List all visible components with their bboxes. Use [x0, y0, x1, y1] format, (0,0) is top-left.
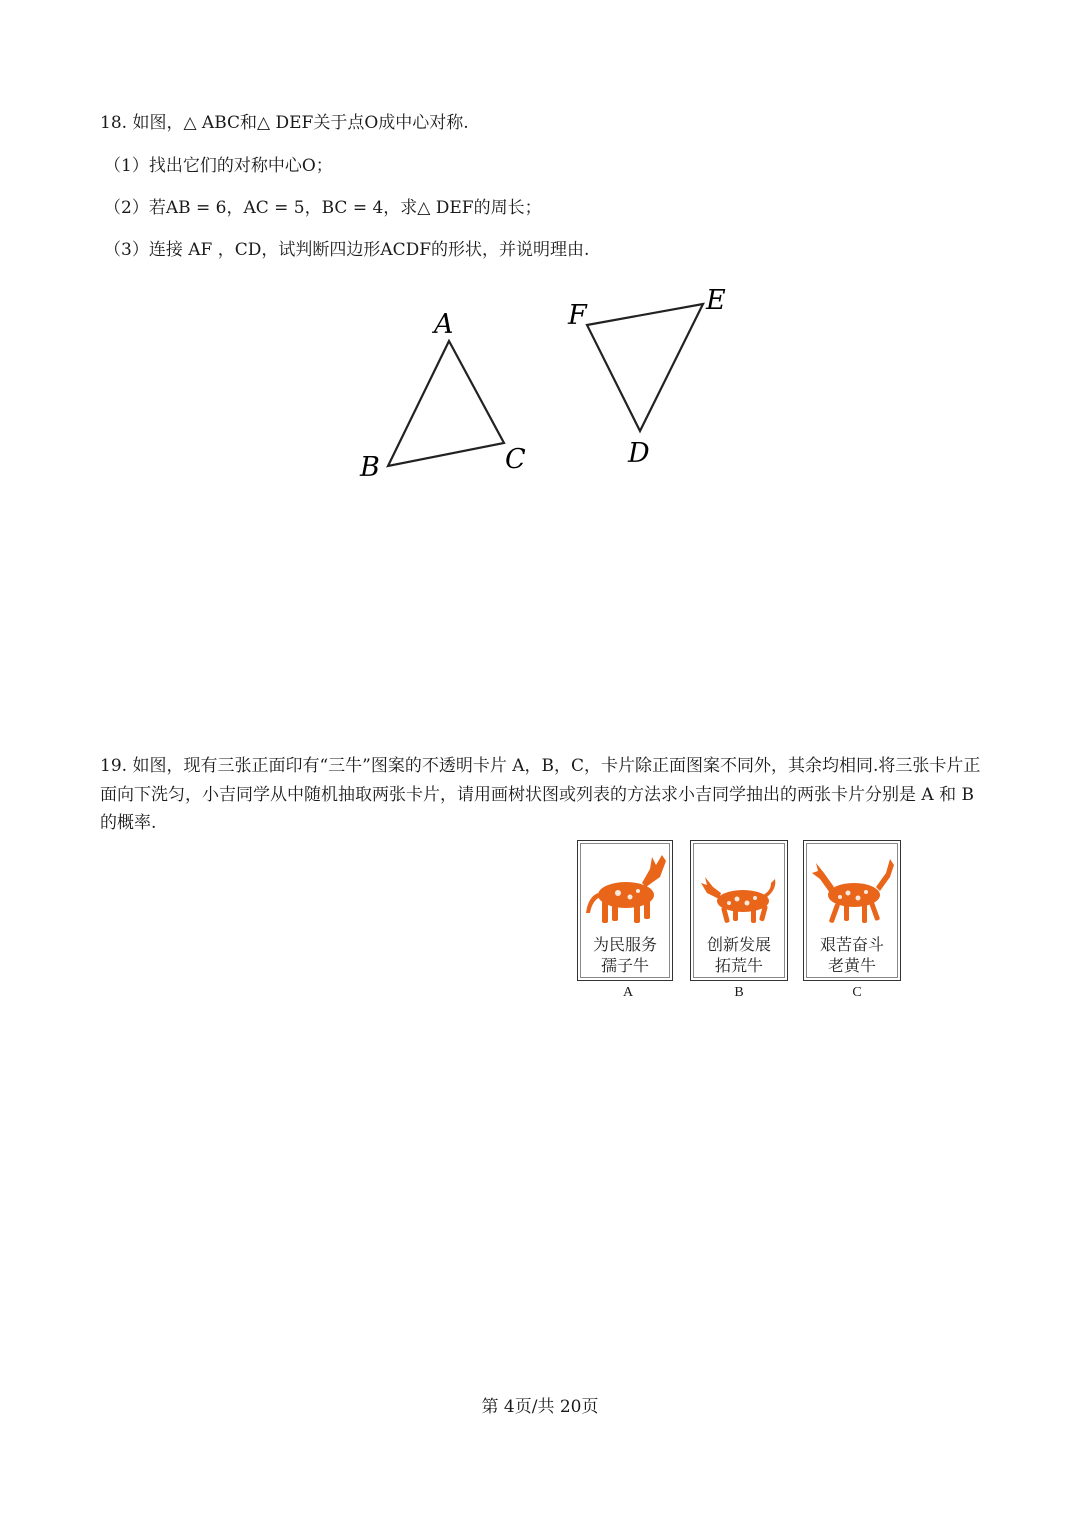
card-b	[690, 840, 788, 981]
label-e: E	[706, 285, 726, 316]
card-b-line1: 创新发展	[706, 935, 771, 954]
label-a: A	[434, 309, 454, 340]
card-label-a: A	[622, 985, 634, 1000]
triangle-def	[587, 304, 703, 431]
triangles-figure	[0, 0, 1080, 520]
card-a-line1: 为民服务	[592, 935, 657, 954]
triangle-abc	[388, 341, 504, 466]
ox-image-a	[580, 843, 672, 935]
q18-part2: （2）若AB = 6，AC = 5，BC = 4，求△ DEF的周长；	[104, 198, 542, 218]
card-c-line1: 艰苦奋斗	[819, 935, 884, 954]
card-label-b: B	[734, 985, 744, 1000]
label-b: B	[360, 452, 380, 483]
card-a	[577, 840, 673, 981]
page-footer: 第 4页/共 20页	[481, 1397, 599, 1417]
ox-image-b	[693, 843, 787, 935]
card-a-line2: 孺子牛	[600, 956, 649, 975]
label-f: F	[568, 300, 587, 331]
q18-stem: 18. 如图，△ ABC和△ DEF关于点O成中心对称.	[100, 113, 469, 133]
q19-stem: 19. 如图，现有三张正面印有“三牛”图案的不透明卡片 A，B，C，卡片除正面图案不同外，其余均相同.将三张卡片正面向下洗匀，小吉同学从中随机抽取两张卡片，请用画树状图或列表的方法求小吉同学抽出的两张卡片分别是 A 和 B 的概率.	[100, 756, 981, 833]
label-c: C	[505, 444, 526, 475]
q18-part1: （1）找出它们的对称中心O；	[104, 156, 333, 176]
card-c-line2: 老黄牛	[827, 956, 876, 975]
card-label-c: C	[852, 985, 862, 1000]
card-b-line2: 拓荒牛	[714, 956, 763, 975]
q18-part3: （3）连接 AF ，CD，试判断四边形ACDF的形状，并说明理由.	[104, 240, 590, 260]
card-c	[803, 840, 901, 981]
ox-image-c	[806, 843, 900, 935]
label-d: D	[628, 438, 650, 469]
